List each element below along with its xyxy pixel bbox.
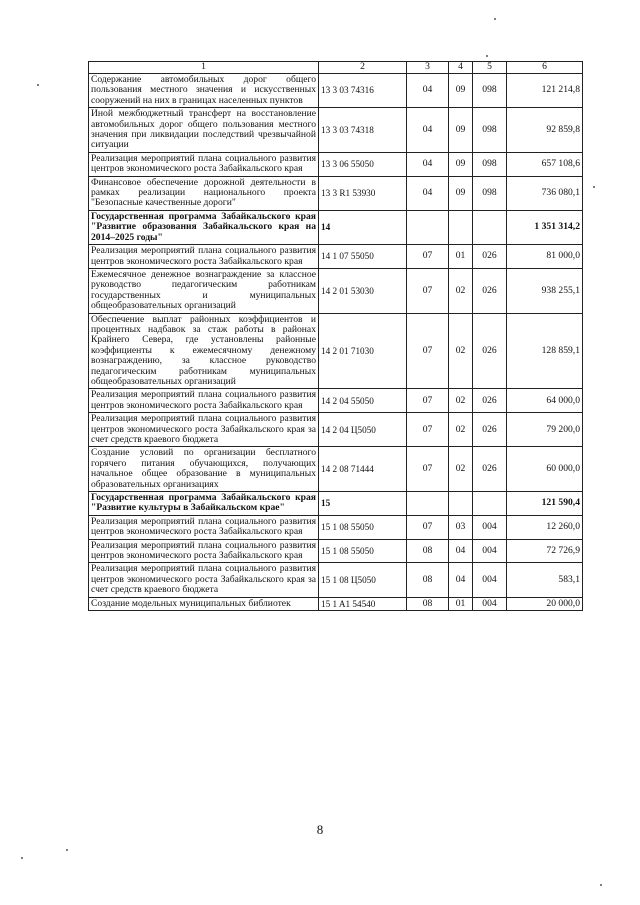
- table-body: [89, 74, 583, 611]
- row-col4-cell: 09: [449, 74, 473, 108]
- row-code-cell: 15 1 08 Ц5050: [319, 563, 407, 597]
- row-name-cell: Финансовое обеспечение дорожной деятельности в рамках реализации национального проекта "Безопасные качественные дороги": [89, 176, 319, 210]
- scan-speck: [66, 849, 68, 851]
- row-amount-cell: 81 000,0: [507, 245, 583, 269]
- row-col5-cell: 004: [473, 563, 507, 597]
- table-row: [89, 389, 583, 413]
- table-row: [89, 447, 583, 492]
- row-code-cell: 14: [319, 210, 407, 244]
- row-col5-cell: [473, 492, 507, 516]
- page-number: 8: [316, 822, 324, 837]
- row-col5-cell: 098: [473, 108, 507, 153]
- row-code-cell: 14 2 04 Ц5050: [319, 413, 407, 447]
- row-col4-cell: 02: [449, 447, 473, 492]
- row-col5-cell: 004: [473, 597, 507, 610]
- table-row: [89, 245, 583, 269]
- row-col5-cell: 026: [473, 389, 507, 413]
- row-amount-cell: 20 000,0: [507, 597, 583, 610]
- row-code-cell: 14 2 01 53030: [319, 268, 407, 313]
- row-col4-cell: 04: [449, 539, 473, 563]
- row-col5-cell: 026: [473, 313, 507, 389]
- row-amount-cell: 583,1: [507, 563, 583, 597]
- table-row: [89, 108, 583, 153]
- row-code-cell: 14 2 01 71030: [319, 313, 407, 389]
- row-amount-cell: 72 726,9: [507, 539, 583, 563]
- row-col4-cell: 01: [449, 245, 473, 269]
- row-code-cell: 13 3 03 74318: [319, 108, 407, 153]
- table-row: [89, 210, 583, 244]
- row-col3-cell: 04: [407, 74, 449, 108]
- row-name-cell: Реализация мероприятий плана социального развития центров экономического роста Забайкальского края: [89, 389, 319, 413]
- row-amount-cell: 79 200,0: [507, 413, 583, 447]
- row-amount-cell: 736 080,1: [507, 176, 583, 210]
- row-col5-cell: 098: [473, 74, 507, 108]
- row-name-cell: Создание условий по организации бесплатного горячего питания обучающихся, получающих начальное общее образование в муниципальных образовательных организациях: [89, 447, 319, 492]
- header-cell: 5: [473, 62, 507, 74]
- row-col3-cell: 04: [407, 152, 449, 176]
- header-cell: 1: [89, 62, 319, 74]
- row-amount-cell: 121 214,8: [507, 74, 583, 108]
- row-col5-cell: 004: [473, 539, 507, 563]
- row-name-cell: Государственная программа Забайкальского края "Развитие образования Забайкальского края на 2014–2025 годы": [89, 210, 319, 244]
- row-code-cell: 14 2 08 71444: [319, 447, 407, 492]
- row-name-cell: Ежемесячное денежное вознаграждение за классное руководство педагогическим работникам государственных и муниципальных общеобразовательных организаций: [89, 268, 319, 313]
- table-row: [89, 539, 583, 563]
- row-col4-cell: 09: [449, 152, 473, 176]
- row-col4-cell: [449, 492, 473, 516]
- row-code-cell: 15 1 A1 54540: [319, 597, 407, 610]
- row-code-cell: 15 1 08 55050: [319, 539, 407, 563]
- table-row: [89, 492, 583, 516]
- header-row: [89, 62, 583, 74]
- table-row: [89, 152, 583, 176]
- row-name-cell: Создание модельных муниципальных библиотек: [89, 597, 319, 610]
- row-col3-cell: 04: [407, 176, 449, 210]
- table-row: [89, 515, 583, 539]
- row-code-cell: 13 3 03 74316: [319, 74, 407, 108]
- table-row: [89, 268, 583, 313]
- row-amount-cell: 1 351 314,2: [507, 210, 583, 244]
- header-cell: 4: [449, 62, 473, 74]
- row-col3-cell: 08: [407, 563, 449, 597]
- table-row: [89, 313, 583, 389]
- row-name-cell: Реализация мероприятий плана социального развития центров экономического роста Забайкальского края за счет средств краевого бюджета: [89, 563, 319, 597]
- table-row: [89, 176, 583, 210]
- row-col3-cell: [407, 492, 449, 516]
- row-name-cell: Реализация мероприятий плана социального развития центров экономического роста Забайкальского края: [89, 515, 319, 539]
- row-col5-cell: 026: [473, 268, 507, 313]
- row-code-cell: 15 1 08 55050: [319, 515, 407, 539]
- row-col3-cell: 08: [407, 539, 449, 563]
- row-col3-cell: 07: [407, 245, 449, 269]
- row-code-cell: 13 3 R1 53930: [319, 176, 407, 210]
- scan-speck: [494, 18, 496, 20]
- row-name-cell: Государственная программа Забайкальского края "Развитие культуры в Забайкальском крае": [89, 492, 319, 516]
- row-col5-cell: 026: [473, 447, 507, 492]
- row-name-cell: Содержание автомобильных дорог общего пользования местного значения и искусственных сооружений на них в границах населенных пунктов: [89, 74, 319, 108]
- row-code-cell: 14 2 04 55050: [319, 389, 407, 413]
- row-col3-cell: 07: [407, 413, 449, 447]
- header-cell: 2: [319, 62, 407, 74]
- table-row: [89, 74, 583, 108]
- budget-table: [88, 61, 583, 611]
- row-amount-cell: 128 859,1: [507, 313, 583, 389]
- row-col4-cell: 03: [449, 515, 473, 539]
- header-cell: 6: [507, 62, 583, 74]
- row-col4-cell: 02: [449, 313, 473, 389]
- row-col4-cell: 09: [449, 176, 473, 210]
- row-col4-cell: 01: [449, 597, 473, 610]
- row-name-cell: Иной межбюджетный трансферт на восстановление автомобильных дорог общего пользования местного значения при ликвидации последствий чрезвычайной ситуации: [89, 108, 319, 153]
- row-col3-cell: 07: [407, 268, 449, 313]
- header-cell: 3: [407, 62, 449, 74]
- scan-speck: [21, 857, 23, 859]
- row-col3-cell: 07: [407, 313, 449, 389]
- row-col5-cell: [473, 210, 507, 244]
- row-code-cell: 13 3 06 55050: [319, 152, 407, 176]
- row-col5-cell: 098: [473, 152, 507, 176]
- row-col4-cell: 02: [449, 413, 473, 447]
- row-col4-cell: 09: [449, 108, 473, 153]
- row-col4-cell: 02: [449, 268, 473, 313]
- row-col3-cell: 04: [407, 108, 449, 153]
- row-name-cell: Реализация мероприятий плана социального развития центров экономического роста Забайкальского края за счет средств краевого бюджета: [89, 413, 319, 447]
- row-col3-cell: 08: [407, 597, 449, 610]
- scan-speck: [37, 84, 39, 86]
- row-col3-cell: 07: [407, 515, 449, 539]
- row-col4-cell: [449, 210, 473, 244]
- table-row: [89, 563, 583, 597]
- row-col4-cell: 02: [449, 389, 473, 413]
- row-amount-cell: 60 000,0: [507, 447, 583, 492]
- row-code-cell: 15: [319, 492, 407, 516]
- row-amount-cell: 121 590,4: [507, 492, 583, 516]
- row-col5-cell: 004: [473, 515, 507, 539]
- row-amount-cell: 657 108,6: [507, 152, 583, 176]
- scan-speck: [593, 186, 595, 188]
- row-code-cell: 14 1 07 55050: [319, 245, 407, 269]
- row-col3-cell: 07: [407, 389, 449, 413]
- row-name-cell: Реализация мероприятий плана социального развития центров экономического роста Забайкальского края: [89, 152, 319, 176]
- row-col3-cell: 07: [407, 447, 449, 492]
- scan-speck: [486, 55, 488, 57]
- row-col5-cell: 026: [473, 413, 507, 447]
- row-amount-cell: 92 859,8: [507, 108, 583, 153]
- row-amount-cell: 12 260,0: [507, 515, 583, 539]
- row-name-cell: Реализация мероприятий плана социального развития центров экономического роста Забайкальского края: [89, 539, 319, 563]
- row-col3-cell: [407, 210, 449, 244]
- scan-speck: [600, 884, 602, 886]
- row-col5-cell: 026: [473, 245, 507, 269]
- table-row: [89, 413, 583, 447]
- row-name-cell: Обеспечение выплат районных коэффициентов и процентных надбавок за стаж работы в районах Крайнего Севера, где установлены районные коэффициенты к ежемесячному денежному вознаграждению, за классное руководство педагогическим работникам муниципальных общеобразовательных организаций: [89, 313, 319, 389]
- row-amount-cell: 64 000,0: [507, 389, 583, 413]
- row-col4-cell: 04: [449, 563, 473, 597]
- row-amount-cell: 938 255,1: [507, 268, 583, 313]
- row-name-cell: Реализация мероприятий плана социального развития центров экономического роста Забайкальского края: [89, 245, 319, 269]
- row-col5-cell: 098: [473, 176, 507, 210]
- table-row: [89, 597, 583, 610]
